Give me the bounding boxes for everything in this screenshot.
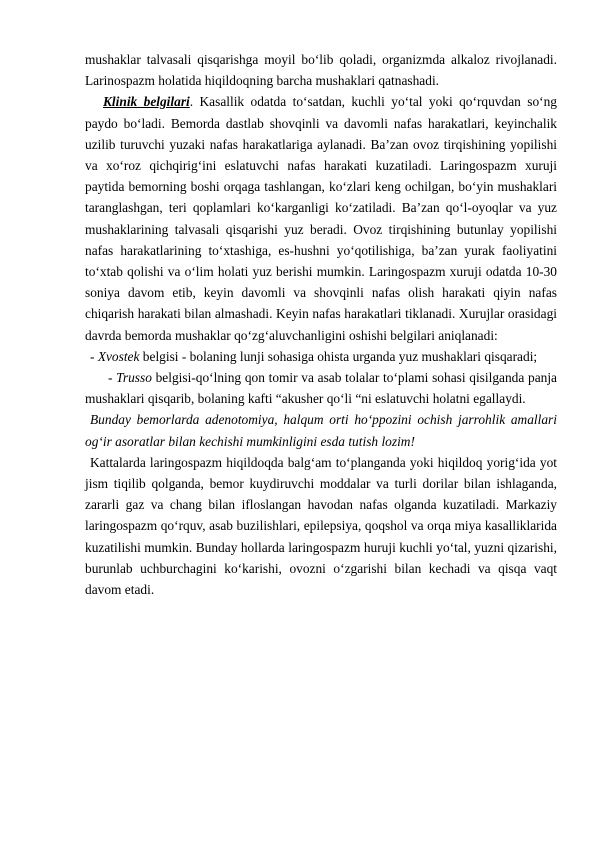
document-page <box>85 49 557 600</box>
section-heading-clinical-signs: Klinik belgilari <box>103 94 190 110</box>
paragraph-adults: Kattalarda laringospazm hiqildoqda balg‘am to‘planganda yoki hiqildoq yorig‘ida yot jism tiqilib qolganda, bemor kuydiruvchi moddalar va turli dorilar bilan ishlaganda, zararli gaz va chang bilan ifloslangan havodan nafas olganda kuzatiladi. Markaziy laringospazm qo‘rquv, asab buzilishlari, epilepsiya, qoqshol va orqa miya kasalliklarida kuzatilishi mumkin. Bunday hollarda laringospazm huruji kuchli yo‘tal, yuzni qizarishi, burunlab uchburchagini ko‘karishi, ovozni o‘zgarishi bilan kechadi va qisqa vaqt davom etadi. <box>85 454 557 598</box>
paragraph-clinical-signs <box>85 91 557 345</box>
list-dash: - <box>108 370 117 386</box>
xvostek-text: belgisi - bolaning lunji sohasiga ohista urganda yuz mushaklari qisqaradi; <box>139 348 538 364</box>
paragraph-intro: mushaklar talvasali qisqarishga moyil bo‘lib qoladi, organizmda alkaloz rivojlanadi. Larinospazm holatida hiqildoqning barcha mushaklari qatnashadi. <box>85 52 557 89</box>
term-trusso: Trusso <box>116 370 152 386</box>
paragraph-xvostek-sign <box>85 346 557 367</box>
clinical-signs-text: . Kasallik odatda to‘satdan, kuchli yo‘tal yoki qo‘rquvdan so‘ng paydo bo‘ladi. Bemorda dastlab shovqinli va davomli nafas harakatlari, keyinchalik uzilib turuvchi yuzaki nafas harakatlariga aylanadi. Ba’zan ovoz tirqishining yopilishi va xo‘roz qichqirig‘ini eslatuvchi nafas harakati kuzatiladi. Laringospazm xuruji paytida bemorning boshi orqaga tashlangan, ko‘zlari keng ochilgan, bo‘yin mushaklari taranglashgan, teri qoplamlari ko‘karganligi ko‘zatiladi. Ba’zan qo‘l-oyoqlar va yuz mushaklarining talvasali qisqarishi yuz beradi. Ovoz tirqishining butunlay yopilishi nafas harakatlarining to‘xtashiga, es-hushni yo‘qotilishiga, ba’zan yurak faoliyatini to‘xtab qolishi va o‘lim holati yuz berishi mumkin. Laringospazm xuruji odatda 10-30 soniya davom etib, keyin davomli va shovqinli nafas olish harakati qiyin nafas chiqarish harakati bilan almashadi. Keyin nafas harakatlari tiklanadi. Xurujlar orasidagi davrda bemorda mushaklar qo‘zg‘aluvchanligini oshishi belgilari aniqlanadi: <box>85 94 557 343</box>
paragraph-warning: Bunday bemorlarda adenotomiya, halqum orti ho‘ppozini ochish jarrohlik amallari og‘ir asoratlar bilan kechishi mumkinligini esda tutish lozim! <box>85 412 557 449</box>
paragraph-trusso-sign <box>85 367 557 409</box>
trusso-text: belgisi-qo‘lning qon tomir va asab tolalar to‘plami sohasi qisilganda panja mushaklari qisqarib, bolaning kafti “akusher qo‘li “ni eslatuvchi holatni egallaydi. <box>85 370 557 407</box>
term-xvostek: Xvostek <box>97 348 140 364</box>
list-dash: - <box>90 348 98 364</box>
